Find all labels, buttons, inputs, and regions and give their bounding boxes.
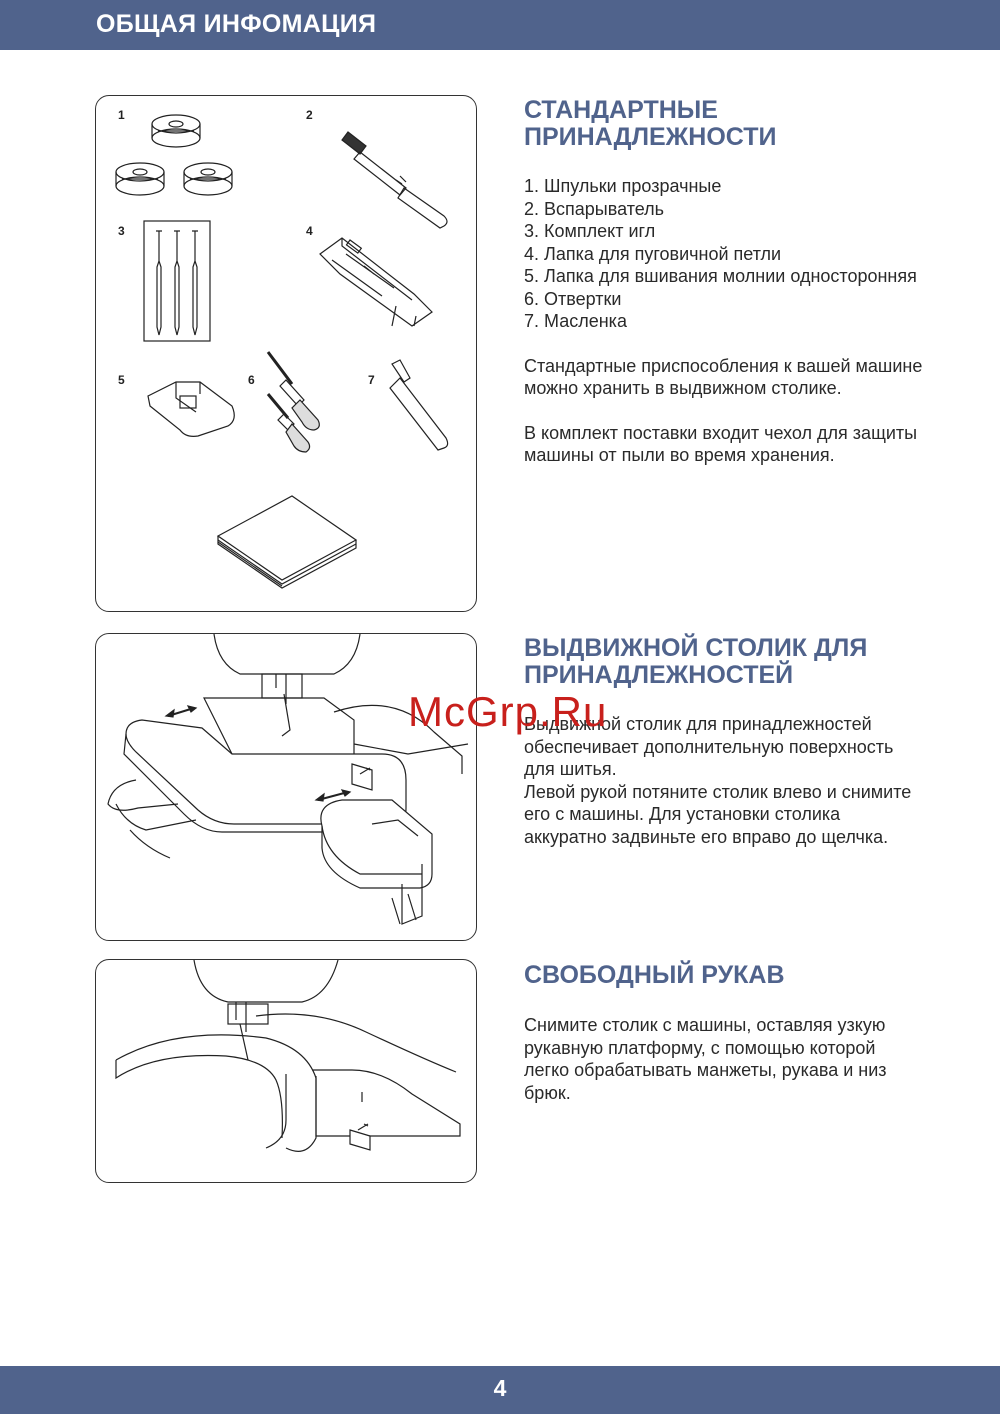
manual-icon [218,496,356,588]
free-arm-heading: СВОБОДНЫЙ РУКАВ [524,961,785,989]
figure-label-4: 4 [306,224,313,238]
watermark-text: McGrp.Ru [408,688,608,735]
standard-accessories-heading: СТАНДАРТНЫЕ ПРИНАДЛЕЖНОСТИ [524,96,777,151]
figure-label-3: 3 [118,224,125,238]
list-item: 1. Шпульки прозрачные [524,176,722,196]
detached-table [321,800,432,924]
figure-label-6: 6 [248,373,255,387]
list-item: 2. Вспарыватель [524,198,665,219]
page-number: 4 [493,1375,507,1401]
figure-label-7: 7 [368,373,375,387]
figure-label-1: 1 [118,108,125,122]
page-header-title: ОБЩАЯ ИНФОМАЦИЯ [96,10,377,38]
extension-table-paragraph-1: Выдвижной столик для принадлежностей обеспечивает дополнительную поверхность для шитья. [524,714,894,779]
footer-bar [0,1366,1000,1414]
figure-label-5: 5 [118,373,125,387]
free-arm-text [524,1014,924,1104]
figure-label-2: 2 [306,108,313,122]
needles-icon [144,221,210,341]
list-item: 6. Отвертки [524,288,622,309]
cover-paragraph: В комплект поставки входит чехол для защиты машины от пыли во время хранения. [524,422,918,465]
list-item: 7. Масленка [524,311,627,331]
oiler-icon [390,360,448,450]
list-item: 4. Лапка для пуговичной петли [524,243,782,264]
accessories-list [524,175,924,333]
standard-accessories-text [524,175,924,467]
list-item: 5. Лапка для вшивания молнии односторонняя [524,266,917,286]
bobbin-icon [152,115,200,147]
bobbin-icon [116,163,164,195]
accessories-figure [95,95,477,612]
extension-table-figure [95,633,477,941]
screwdrivers-icon [268,352,319,452]
buttonhole-foot-icon [320,238,432,326]
free-arm [312,1070,460,1136]
free-arm-paragraph: Снимите столик с машины, оставляя узкую рукавную платформу, с помощью которой легко обрабатывать манжеты, рукава и низ брюк. [524,1015,887,1103]
storage-paragraph: Стандартные приспособления к вашей машине можно хранить в выдвижном столике. [524,355,923,398]
extension-table-heading: ВЫДВИЖНОЙ СТОЛИК ДЛЯ ПРИНАДЛЕЖНОСТЕЙ [524,634,868,689]
arrow-icon [166,706,196,717]
bobbin-icon [184,163,232,195]
list-item: 3. Комплект игл [524,221,656,241]
header-bar [0,0,1000,50]
seam-ripper-icon [342,132,447,228]
zipper-foot-icon [148,382,234,436]
free-arm-figure [95,959,477,1183]
extension-table-paragraph-2: Левой рукой потяните столик влево и снимите его с машины. Для установки столика аккуратно задвиньте его вправо до щелчка. [524,781,912,847]
